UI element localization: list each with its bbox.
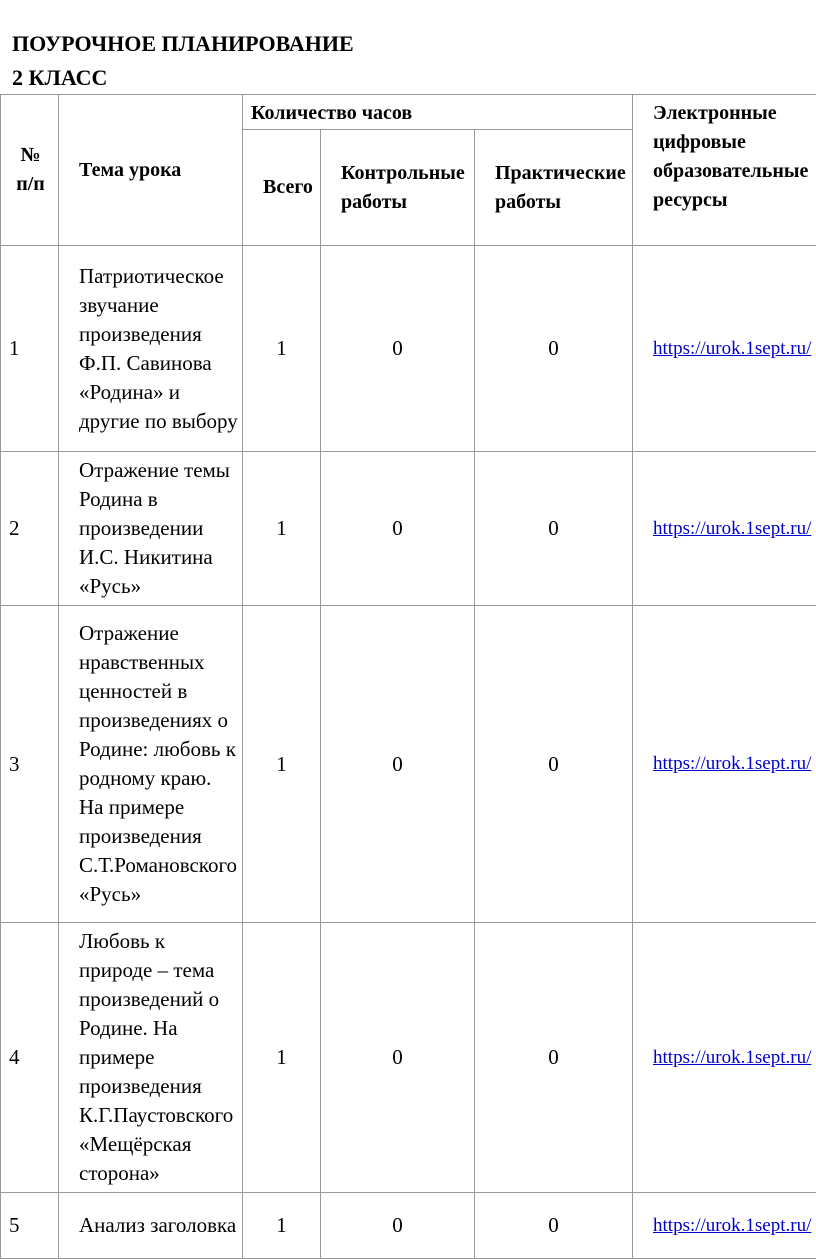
table-row bbox=[1, 606, 816, 923]
header-hours: Количество часов bbox=[243, 95, 633, 130]
table-row bbox=[1, 1193, 816, 1259]
row-topic: Патриотическое звучание произведения Ф.П. Савинова «Родина» и другие по выбору bbox=[59, 246, 243, 452]
row-num: 3 bbox=[1, 606, 59, 923]
row-num: 2 bbox=[1, 452, 59, 606]
row-num: 5 bbox=[1, 1193, 59, 1259]
header-practical: Практические работы bbox=[475, 130, 633, 246]
row-control: 0 bbox=[321, 923, 475, 1193]
row-practical: 0 bbox=[475, 1193, 633, 1259]
resource-link[interactable]: https://urok.1sept.ru/ bbox=[653, 336, 813, 362]
table-row bbox=[1, 246, 816, 452]
row-resource-cell bbox=[633, 452, 816, 606]
page-title: ПОУРОЧНОЕ ПЛАНИРОВАНИЕ bbox=[12, 30, 354, 58]
row-topic: Анализ заголовка bbox=[59, 1193, 243, 1259]
header-resources: Электронные цифровые образовательные ресурсы bbox=[633, 95, 816, 246]
row-practical: 0 bbox=[475, 923, 633, 1193]
row-total: 1 bbox=[243, 923, 321, 1193]
lesson-plan-table bbox=[0, 94, 816, 1259]
row-topic: Отражение темы Родина в произведении И.С. Никитина «Русь» bbox=[59, 452, 243, 606]
resource-link[interactable]: https://urok.1sept.ru/ bbox=[653, 751, 813, 777]
row-num: 4 bbox=[1, 923, 59, 1193]
row-control: 0 bbox=[321, 606, 475, 923]
header-num: № п/п bbox=[1, 95, 59, 246]
row-num: 1 bbox=[1, 246, 59, 452]
row-topic: Отражение нравственных ценностей в произведениях о Родине: любовь к родному краю. На примере произведения С.Т.Романовского «Русь» bbox=[59, 606, 243, 923]
header-total: Всего bbox=[243, 130, 321, 246]
row-topic: Любовь к природе – тема произведений о Родине. На примере произведения К.Г.Паустовского «Мещёрская сторона» bbox=[59, 923, 243, 1193]
row-resource-cell bbox=[633, 923, 816, 1193]
row-total: 1 bbox=[243, 1193, 321, 1259]
row-resource-cell bbox=[633, 606, 816, 923]
header-row-top bbox=[1, 95, 816, 130]
row-practical: 0 bbox=[475, 606, 633, 923]
class-subtitle: 2 КЛАСС bbox=[12, 64, 107, 92]
resource-link[interactable]: https://urok.1sept.ru/ bbox=[653, 1213, 813, 1239]
row-total: 1 bbox=[243, 606, 321, 923]
row-practical: 0 bbox=[475, 452, 633, 606]
table-row bbox=[1, 923, 816, 1193]
row-practical: 0 bbox=[475, 246, 633, 452]
row-resource-cell bbox=[633, 246, 816, 452]
table-row bbox=[1, 452, 816, 606]
resource-link[interactable]: https://urok.1sept.ru/ bbox=[653, 1045, 813, 1071]
row-control: 0 bbox=[321, 452, 475, 606]
row-control: 0 bbox=[321, 246, 475, 452]
row-control: 0 bbox=[321, 1193, 475, 1259]
header-topic: Тема урока bbox=[59, 95, 243, 246]
resource-link[interactable]: https://urok.1sept.ru/ bbox=[653, 516, 813, 542]
row-total: 1 bbox=[243, 246, 321, 452]
row-resource-cell bbox=[633, 1193, 816, 1259]
row-total: 1 bbox=[243, 452, 321, 606]
header-control: Контрольные работы bbox=[321, 130, 475, 246]
